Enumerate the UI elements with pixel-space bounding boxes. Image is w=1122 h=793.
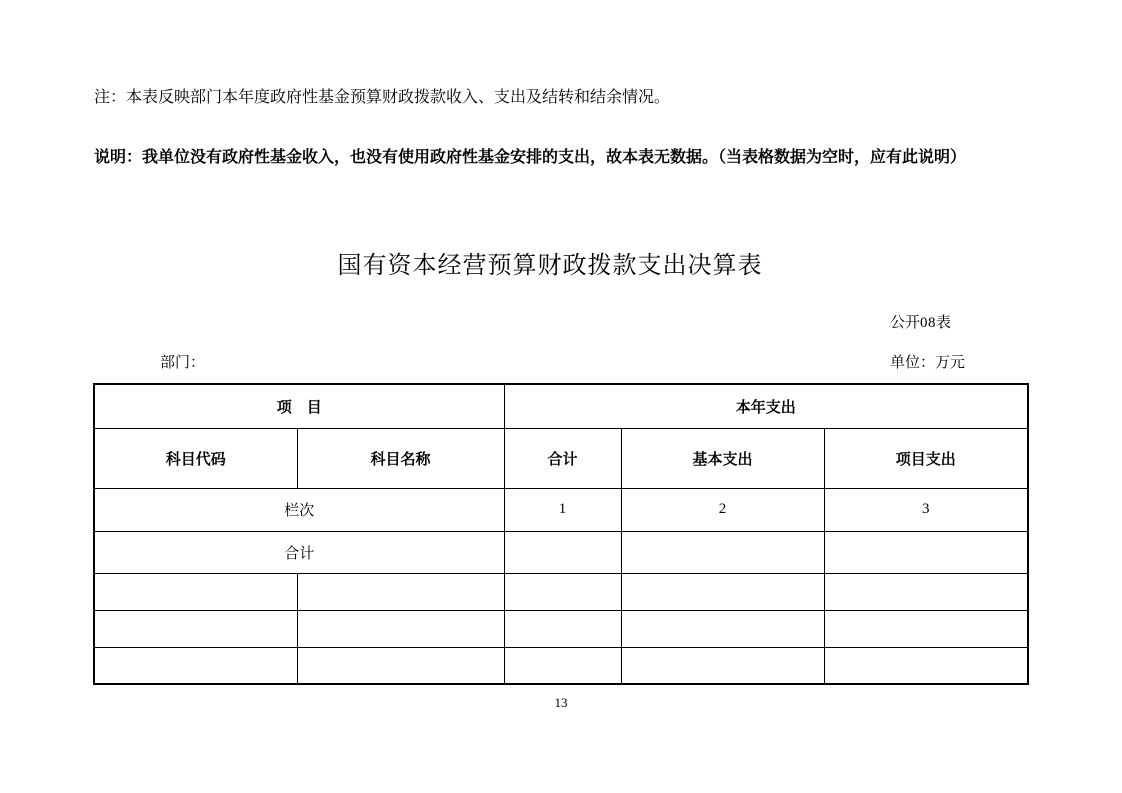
table-cell [94, 610, 297, 647]
header-project: 项 目 [94, 384, 504, 428]
unit-label: 单位：万元 [890, 354, 966, 371]
total-row-label: 合计 [94, 531, 504, 573]
table-cell [824, 573, 1028, 610]
header-total: 合计 [504, 428, 621, 488]
total-row-value-2 [621, 531, 824, 573]
table-cell [504, 647, 621, 684]
column-index-row [94, 488, 1028, 531]
empty-data-statement: 说明：我单位没有政府性基金收入，也没有使用政府性基金安排的支出，故本表无数据。（当表格数据为空时，应有此说明） [94, 149, 967, 166]
table-cell [621, 610, 824, 647]
table-cell [297, 647, 504, 684]
blank-row [94, 610, 1028, 647]
header-project-expense: 项目支出 [824, 428, 1028, 488]
column-index-2: 2 [621, 488, 824, 531]
table-cell [504, 610, 621, 647]
department-label: 部门： [160, 354, 206, 371]
table-cell [94, 573, 297, 610]
table-header-row-2 [94, 428, 1028, 488]
column-index-3: 3 [824, 488, 1028, 531]
table-cell [297, 610, 504, 647]
page-title: 国有资本经营预算财政拨款支出决算表 [337, 252, 763, 279]
total-row [94, 531, 1028, 573]
table-cell [94, 647, 297, 684]
column-index-1: 1 [504, 488, 621, 531]
header-current-year-expense: 本年支出 [504, 384, 1028, 428]
table-cell [504, 573, 621, 610]
header-subject-code: 科目代码 [94, 428, 297, 488]
header-basic-expense: 基本支出 [621, 428, 824, 488]
blank-row [94, 647, 1028, 684]
table-cell [824, 610, 1028, 647]
blank-row [94, 573, 1028, 610]
table-cell [824, 647, 1028, 684]
total-row-value-3 [824, 531, 1028, 573]
table-header-row-1 [94, 384, 1028, 428]
table-code-label [890, 313, 951, 333]
table-cell [621, 573, 824, 610]
table-code-number: 08 [920, 315, 937, 331]
page-number: 13 [554, 695, 568, 710]
table-cell [621, 647, 824, 684]
table-code-prefix: 公开 [890, 314, 921, 331]
total-row-value-1 [504, 531, 621, 573]
table-cell [297, 573, 504, 610]
budget-table [93, 383, 1029, 685]
column-index-label: 栏次 [94, 488, 504, 531]
table-note: 注：本表反映部门本年度政府性基金预算财政拨款收入、支出及结转和结余情况。 [94, 89, 671, 106]
table-code-suffix: 表 [936, 314, 952, 331]
header-subject-name: 科目名称 [297, 428, 504, 488]
